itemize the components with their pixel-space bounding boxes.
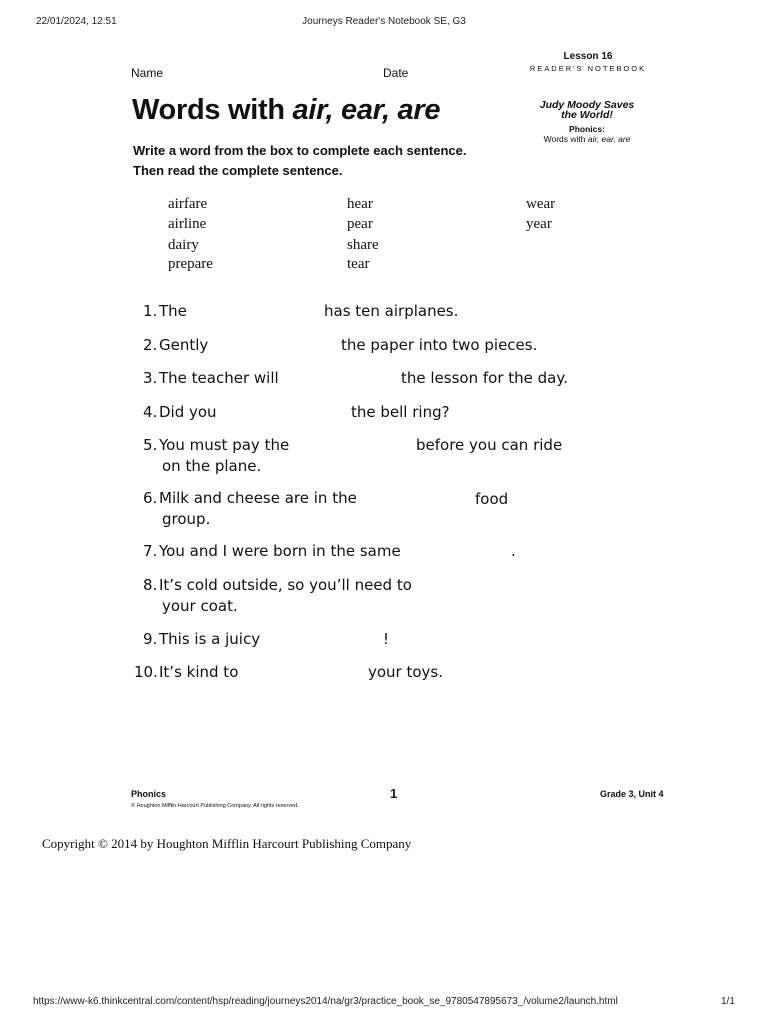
question-number: 9. [143, 630, 158, 648]
print-url: https://www-k6.thinkcentral.com/content/hsp/reading/journeys2014/na/gr3/practice_book_se_9780547895673_/volume2/launch.html [33, 996, 618, 1007]
phonics-label: Phonics: [569, 124, 605, 134]
question-number: 4. [143, 403, 158, 421]
question-text-continued: your coat. [162, 597, 238, 615]
question-text-after: . [511, 542, 516, 560]
page-number: 1 [390, 786, 398, 801]
question-text-before: This is a juicy [159, 630, 261, 648]
word-box-item: prepare [168, 256, 213, 272]
question-text-before: It’s kind to [159, 663, 239, 681]
question-text-after: the bell ring? [351, 403, 450, 421]
word-box-item: hear [347, 196, 373, 212]
print-datetime: 22/01/2024, 12:51 [36, 16, 117, 27]
question-text-after: food [475, 490, 509, 508]
question-text-before: Did you [159, 403, 217, 421]
question-text-before: The [159, 302, 187, 320]
instructions-line2: Then read the complete sentence. [133, 163, 343, 178]
story-title [528, 100, 646, 120]
question-number: 2. [143, 336, 158, 354]
word-box-item: airfare [168, 196, 208, 212]
question-text-after: has ten airplanes. [324, 302, 459, 320]
question-text-continued: group. [162, 510, 211, 528]
question-text-after: ! [383, 630, 390, 648]
story-title-line2: the World! [561, 109, 613, 121]
name-field-label: Name [131, 66, 164, 80]
question-number: 3. [143, 369, 158, 387]
print-page-count: 1/1 [721, 996, 735, 1007]
title-prefix: Words with [132, 94, 293, 126]
question-text-after: before you can ride [416, 436, 563, 454]
word-box-item: tear [347, 256, 370, 272]
copyright-line: Copyright © 2014 by Houghton Mifflin Harcourt Publishing Company [42, 836, 412, 851]
question-number: 6. [143, 489, 158, 507]
story-title-line1: Judy Moody Saves [539, 99, 635, 111]
date-field-label: Date [383, 66, 409, 80]
instructions-line1: Write a word from the box to complete each sentence. [133, 143, 467, 158]
footer-section: Phonics [131, 789, 167, 799]
lesson-label: Lesson 16 [563, 51, 613, 62]
question-text-before: It’s cold outside, so you’ll need to [159, 576, 412, 594]
word-box-item: airline [168, 216, 207, 232]
question-text-after: your toys. [368, 663, 444, 681]
page-title [132, 94, 440, 127]
question-text-before: The teacher will [159, 369, 279, 387]
readers-notebook-label: READER'S NOTEBOOK [529, 64, 647, 73]
word-box-item: share [347, 237, 379, 253]
word-box-item: dairy [168, 237, 199, 253]
question-text-before: You and I were born in the same [159, 542, 401, 560]
phonics-topic-prefix: Words with [543, 134, 588, 144]
question-number: 1. [143, 302, 158, 320]
question-text-continued: on the plane. [162, 457, 262, 475]
word-box-item: year [526, 216, 552, 232]
question-text-after: the lesson for the day. [401, 369, 568, 387]
lesson-info [528, 100, 646, 144]
question-text-before: Milk and cheese are in the [159, 489, 357, 507]
footer-copyright-small: © Houghton Mifflin Harcourt Publishing Company. All rights reserved. [131, 803, 299, 809]
question-number: 10. [134, 663, 158, 681]
question-text-before: Gently [159, 336, 209, 354]
title-emphasis: air, ear, are [292, 94, 441, 126]
question-number: 7. [143, 542, 158, 560]
word-box-item: pear [347, 216, 373, 232]
word-box-item: wear [526, 196, 556, 212]
question-text-before: You must pay the [159, 436, 290, 454]
question-number: 8. [143, 576, 158, 594]
question-text-after: the paper into two pieces. [341, 336, 538, 354]
question-number: 5. [143, 436, 158, 454]
phonics-topic-emphasis: air, ear, are [587, 134, 631, 144]
grade-unit: Grade 3, Unit 4 [600, 789, 664, 799]
print-doc-title: Journeys Reader's Notebook SE, G3 [302, 16, 466, 27]
phonics-topic [528, 134, 646, 144]
